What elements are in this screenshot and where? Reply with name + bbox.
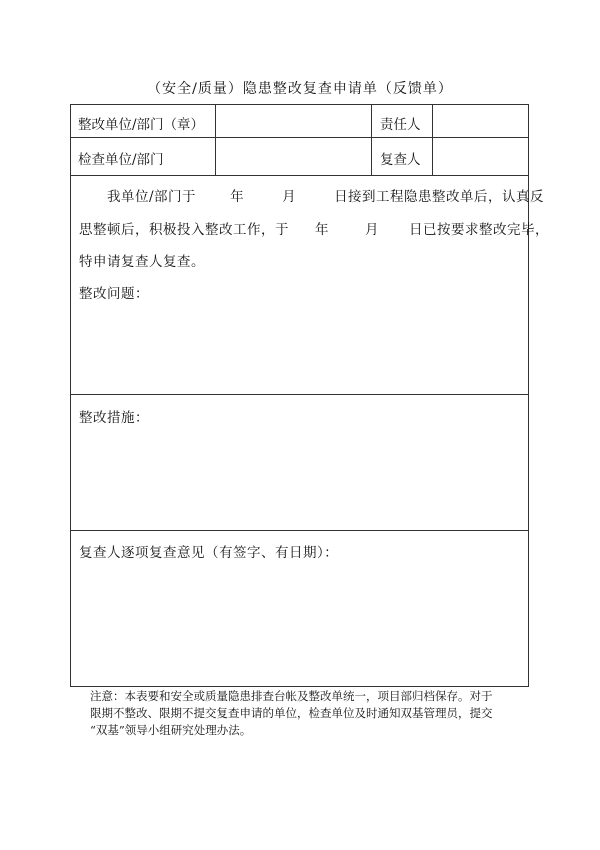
row-divider: [71, 175, 528, 176]
col-divider: [432, 105, 433, 175]
problem-field[interactable]: [72, 305, 528, 391]
measures-label: 整改措施：: [79, 410, 149, 426]
note-line: 限期不整改、限期不提交复查申请的单位，检查单位及时通知双基管理员，提交: [90, 706, 493, 720]
application-line-2: [79, 218, 549, 238]
row-divider: [71, 137, 528, 138]
month-label: 月: [282, 189, 297, 205]
row-divider: [71, 530, 528, 531]
application-line-3: 特申请复查人复查。: [79, 254, 205, 270]
reviewer-label: 复查人: [380, 152, 421, 168]
review-application-form: [70, 104, 549, 687]
application-text: 日接到工程隐患整改单后，认真反: [334, 189, 545, 205]
application-line-1: [107, 185, 544, 205]
application-text: 我单位/部门于: [107, 189, 197, 205]
measures-field[interactable]: [72, 427, 528, 527]
col-divider: [371, 105, 372, 175]
application-text: 思整顿后，积极投入整改工作，于: [79, 222, 289, 238]
form-note: [90, 688, 530, 739]
review-opinion-label: 复查人逐项复查意见（有签字、有日期）：: [79, 545, 339, 561]
inspector-label: 检查单位/部门: [78, 152, 164, 168]
responsible-field[interactable]: [434, 106, 528, 136]
review-opinion-field[interactable]: [72, 563, 528, 685]
note-line: 注意：本表要和安全或质量隐患排查台帐及整改单统一，项目部归档保存。对于: [90, 689, 493, 703]
reviewer-field[interactable]: [434, 139, 528, 174]
note-line: “双基”领导小组研究处理办法。: [90, 723, 252, 737]
form-title: （安全/质量）隐患整改复查申请单（反馈单）: [147, 81, 453, 97]
responsible-label: 责任人: [380, 117, 421, 133]
application-text: 日已按要求整改完毕，: [409, 222, 549, 238]
unit-label: 整改单位/部门（章）: [78, 117, 205, 133]
month-label: 月: [365, 222, 379, 238]
year-label: 年: [315, 222, 329, 238]
row-divider: [71, 394, 528, 395]
inspector-field[interactable]: [217, 139, 369, 174]
problem-label: 整改问题：: [79, 286, 149, 302]
unit-field[interactable]: [217, 106, 369, 136]
col-divider: [215, 105, 216, 175]
year-label: 年: [230, 189, 245, 205]
